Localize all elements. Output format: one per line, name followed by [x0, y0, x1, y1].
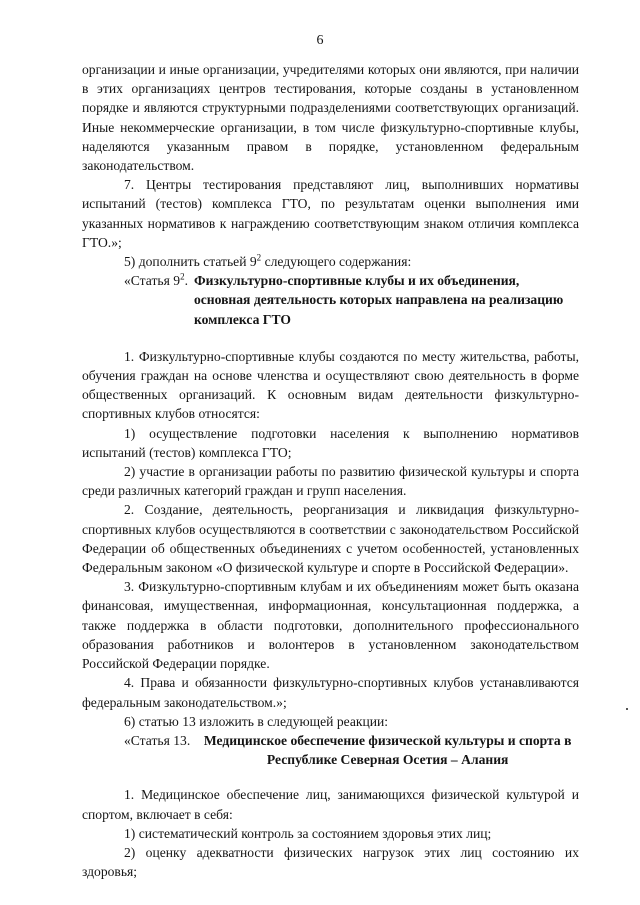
paragraph-load-assessment: 2) оценку адекватности физических нагрузок этих лиц состоянию их здоровья; — [82, 844, 579, 880]
page-number: 6 — [316, 33, 324, 48]
amendment-5-text-end: следующего содержания: — [261, 254, 412, 270]
paragraph-club-activity-2: 2) участие в организации работы по развитию физической культуры и спорта среди различных категорий граждан и групп населения. — [82, 464, 579, 499]
amendment-5-text-start: 5) дополнить статьей 9 — [124, 254, 257, 270]
article-13-heading — [82, 731, 579, 769]
paragraph-club-formation: 1. Физкультурно-спортивные клубы создаются по месту жительства, работы, обучения граждан на основе членства и осуществляют свою деятельность в форме общественных организаций. К основным видам деятельности физкультурно-спортивных клубов относятся: — [82, 348, 579, 422]
article-9-2-label — [82, 271, 194, 329]
article-13-label: «Статья 13. — [124, 732, 191, 748]
article-9-2-label-end: . — [184, 273, 188, 289]
paragraph-medical-control: 1) систематический контроль за состоянием здоровья этих лиц; — [124, 825, 492, 841]
paragraph-club-activity-1: 1) осуществление подготовки населения к выполнению нормативов испытаний (тестов) комплекса ГТО; — [82, 425, 579, 460]
article-9-2-title: Физкультурно-спортивные клубы и их объединения, основная деятельность которых направлена на реализацию комплекса ГТО — [193, 273, 564, 327]
paragraph-club-creation: 2. Создание, деятельность, реорганизация и ликвидация физкультурно-спортивных клубов осуществляются в соответствии с законодательством Российской Федерации об общественных объединениях с учетом особенностей, установленных Федеральным законом «О физической культуре и спорте в Российской Федерации». — [82, 502, 579, 576]
paragraph-club-support: 3. Физкультурно-спортивным клубам и их объединениям может быть оказана финансовая, имущественная, информационная, консультационная поддержка, а также поддержка в области подготовки, дополнительного профессионального образования работников и волонтеров в установленном законодательством Российской Федерации порядке. — [82, 579, 579, 672]
paragraph-amendment-5 — [82, 252, 579, 271]
paragraph-testing-centers: 7. Центры тестирования представляют лиц, выполнивших нормативы испытаний (тестов) комплекса ГТО, по результатам оценки выполнения ими указанных нормативов к награждению соответствующим знаком отличия комплекса ГТО.»; — [82, 177, 579, 250]
paragraph-organizations: организации и иные организации, учредителями которых они являются, при наличии в этих организациях центров тестирования, которые созданы в установленном порядке и являются структурными подразделениями соответствующих организаций. Иные некоммерческие организации, в том числе физкультурно-спортивные клубы, наделяются указанным правом в порядке, установленном федеральным законодательством. — [82, 62, 579, 174]
document-body — [82, 60, 579, 881]
article-9-2-superscript: 2 — [180, 271, 185, 282]
article-13-title: Медицинское обеспечение физической культуры и спорта в Республике Северная Осетия – Алания — [203, 732, 572, 768]
paragraph-medical-support: 1. Медицинское обеспечение лиц, занимающихся физической культурой и спортом, включает в себя: — [82, 787, 579, 822]
article-9-2-heading — [82, 271, 579, 329]
section-spacer — [82, 329, 579, 347]
section-spacer — [82, 769, 579, 785]
scan-mark — [626, 708, 628, 710]
article-9-2-label-start: «Статья 9 — [124, 273, 181, 289]
paragraph-amendment-6: 6) статью 13 изложить в следующей реакции: — [124, 713, 389, 729]
amendment-5-superscript: 2 — [256, 252, 262, 263]
paragraph-club-rights: 4. Права и обязанности физкультурно-спортивных клубов устанавливаются федеральным законодательством.»; — [82, 675, 579, 710]
